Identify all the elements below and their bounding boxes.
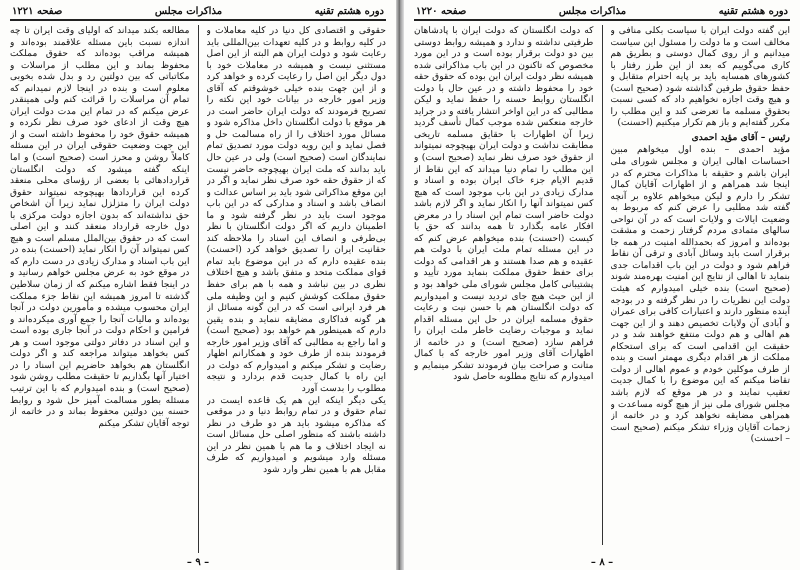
text-columns — [414, 25, 790, 545]
header-title: مذاکرات مجلس — [154, 6, 223, 17]
text-column-right — [207, 25, 387, 553]
paragraph: حقوقی و اقتصادی کل دنیا در کلیه معاملات و در کلیه روابط و در کلیه تعهدات بین‌المللی باید رعایت شود و دولت ایران هم البته از این اصل مستثنی نیست و همیشه در معاملات خود با دول دیگر این اصل را رعایت کرده و خواهد کرد و از این جهت بنده خیلی خوشوقتم که آقای وزیر امور خارجه در بیانات خود این نکته را تصریح فرمودند که دولت ایران حاضر است در هر موقع با دولت انگلستان داخل مذاکره شود و مسائل مورد اختلاف را از راه مسالمت حل و فصل نماید و این رویه دولت مورد تصدیق تمام نمایندگان است (صحیح است) ولی در عین حال باید بدانند که ملت ایران بهیچوجه حاضر نیست که از حقوق حقه خود صرف نظر نماید و اگر در این موقع مذاکراتی شود باید بر اساس عدالت و انصاف باشد و اسناد و مدارکی که در این باب موجود است باید در نظر گرفته شود و ما اطمینان داریم که اگر دولت انگلستان با نظر بی‌طرفی و انصاف این اسناد را ملاحظه کند حقانیت ایران را تصدیق خواهد کرد (احسنت) بنده عقیده دارم که در این موضوع باید تمام قوای مملکت متحد و متفق باشد و هیچ اختلاف نظری در بین نباشد و همه با هم برای حفظ حقوق مملکت کوشش کنیم و این وظیفه ملی هر فرد ایرانی است که در این گونه مسائل از هر گونه فداکاری مضایقه ننماید و بنده یقین دارم که همینطور هم خواهد بود (صحیح است) و اما راجع به مطالبی که آقای وزیر امور خارجه فرمودند بنده از طرف خود و همکارانم اظهار رضایت و تشکر میکنم و امیدوارم که دولت در این راه با کمال جدیت قدم بردارد و نتیجه مطلوب را بدست آورد — [206, 25, 386, 394]
page-header — [414, 6, 790, 21]
paragraph: یکی دیگر اینکه این هم یک قاعده ایست در تمام حقوق و در تمام روابط دنیا و در موقعی که مذاکره میشود باید هر دو طرف در نظر داشته باشند که منظور اصلی حل مسائل است نه ایجاد اختلاف و ما هم با همین نظر در این مسئله وارد میشویم و امیدواریم که طرف مقابل هم با همین نظر وارد شود — [206, 394, 386, 475]
paragraph: این گفته دولت ایران با سیاست بکلی منافی و مخالف است و ما دولت را مسئول این سیاست میدانیم و از روی کمال دوستی و بطریق هم کاری می‌گوییم که بعد از این طرز رفتار با کشورهای همسایه باید بر پایه احترام متقابل و حفظ حقوق طرفین گذاشته شود (صحیح است) و هیچ وقت اجازه نخواهیم داد که کسی نسبت بحقوق مسلمه ما تعرضی کند و این مطلب را مکرر گفته‌ایم و باز هم تکرار میکنیم (احسنت) — [610, 25, 790, 129]
book-gutter — [396, 0, 404, 570]
page-number: صفحه ۱۲۲۱ — [12, 6, 63, 17]
text-column-right — [611, 25, 791, 545]
page-number: صفحه ۱۲۲۰ — [416, 6, 467, 17]
page-header — [10, 6, 386, 21]
left-page — [0, 0, 396, 570]
column-divider — [602, 25, 603, 545]
text-column-left — [10, 25, 190, 553]
page-footer-number: – ۸ – — [590, 557, 614, 568]
text-column-left — [414, 25, 594, 545]
right-page — [404, 0, 800, 570]
header-series: دوره هشتم تقنیه — [314, 6, 384, 17]
header-series: دوره هشتم تقنیه — [718, 6, 788, 17]
page-footer-number: – ۹ – — [186, 557, 210, 568]
header-title: مذاکرات مجلس — [558, 6, 627, 17]
column-divider — [198, 25, 199, 553]
paragraph: مؤید احمدی – بنده اول میخواهم مبین احساسات اهالی ایران و مجلس شورای ملی ایران باشم و حقیقه با مذاکرات محترم که در اینجا شد همراهم و از اظهارات آقایان کمال تشکر را دارم و لیکن میخواهم علاوه بر آنچه گفته شد مطلبی را عرض کنم که مربوط به وضعیت ایالات و ولایات است که در آن نواحی سالهای متمادی مردم گرفتار زحمت و مشقت بوده‌اند و امروز که بحمدالله امنیت در همه جا برقرار است باید وسائل آبادی و ترقی آن نقاط فراهم شود و دولت در این باب اقدامات جدی بنماید تا اهالی از نتایج این امنیت بهره‌مند شوند (صحیح است) بنده خیلی امیدوارم که هیئت دولت این نظریات را در نظر گرفته و در بودجه آینده منظور دارند و اعتبارات کافی برای عمران و آبادی آن ولایات تخصیص دهند و از این جهت هم اهالی و هم دولت منتفع خواهند شد و در حقیقت این اقدامی است که برای استحکام مملکت از هر اقدام دیگری مهمتر است و بنده از طرف موکلین خودم و عموم اهالی از دولت تقاضا میکنم که این موضوع را با کمال جدیت تعقیب نمایند و در هر موقع که لازم باشد مجلس شورای ملی نیز از هیچ گونه مساعدت و همراهی مضایقه نخواهد کرد و در خاتمه از زحمات آقایان وزراء تشکر میکنم (صحیح است – احسنت) — [610, 144, 790, 445]
paragraph: مطالعه بکند میداند که اولیای وقت ایران تا چه اندازه نسبت باین مسئله علاقمند بوده‌اند و همیشه مراقب بوده‌اند که حقوق مملکت محفوظ بماند و این مطلب از مراسلات و مکاتباتی که بین دولتین رد و بدل شده بخوبی معلوم است و بنده در اینجا لازم نمیدانم که تمام آن مراسلات را قرائت کنم ولی همینقدر عرض میکنم که در تمام این مدت دولت ایران هیچ وقت از ادعای خود صرف نظر نکرده و همیشه حقوق خود را محفوظ داشته است و از این جهت وضعیت حقوقی ایران در این مسئله کاملاً روشن و محرز است (صحیح است) و اما اینکه گفته میشود که دولت انگلستان قراردادهائی با بعضی از رؤسای محلی منعقد کرده این قراردادها بهیچوجه نمیتواند حقوق دولت ایران را متزلزل نماید زیرا آن اشخاص حق نداشته‌اند که بدون اجازه دولت مرکزی با دول خارجه قرارداد منعقد کنند و این اصلی است که در حقوق بین‌الملل مسلم است و هیچ کس نمیتواند آن را انکار نماید (احسنت) بنده در این باب اسناد و مدارک زیادی در دست دارم که در موقع خود به عرض مجلس خواهم رسانید و در اینجا فقط اشاره میکنم که از زمان سلاطین گذشته تا امروز همیشه این نقاط جزء مملکت ایران محسوب میشده و مأمورین دولت در آنجا بوده‌اند و مالیات آنجا را جمع آوری میکرده‌اند و فرامین و احکام دولت در آنجا جاری بوده است و این اسناد در دفاتر دولتی موجود است و هر کس بخواهد میتواند مراجعه کند و اگر دولت انگلستان هم بخواهد حاضریم این اسناد را در اختیار آنها بگذاریم تا حقیقت مطلب روشن شود (صحیح است) و بنده امیدوارم که با این ترتیب مسئله بطور مسالمت آمیز حل شود و روابط حسنه بین دولتین محفوظ بماند و در خاتمه از توجه آقایان تشکر میکنم — [10, 25, 190, 429]
text-columns — [10, 25, 386, 553]
speaker-heading: رئیس – آقای مؤید احمدی — [691, 131, 790, 143]
paragraph: که دولت انگلستان که دولت ایران با پادشاهان طرفیتی نداشته و ندارد و همیشه روابط دوستی بین دو دولت برقرار بوده است و در این مورد مخصوص که تاکنون در این باب مذاکراتی شده همیشه نظر دولت ایران این بوده که حقوق حقه خود را محفوظ داشته و در عین حال با دولت انگلستان روابط حسنه را حفظ نماید و لیکن مطالبی که در این اواخر انتشار یافته و در جراید خارجه منعکس شده موجب کمال تأسف گردید زیرا آن اظهارات با حقایق مسلمه تاریخی مطابقت نداشت و دولت ایران بهیچوجه نمیتواند از حقوق خود صرف نظر نماید (صحیح است) و این مطلب را تمام دنیا میداند که این نقاط از قدیم الایام جزء خاک ایران بوده و اسناد و مدارک زیادی در این باب موجود است که هیچ کس نمیتواند آنها را انکار نماید و اگر لازم باشد دولت حاضر است تمام این اسناد را در معرض افکار عامه بگذارد تا همه بدانند که حق با کیست (احسنت) بنده میخواهم عرض کنم که در این مسئله تمام ملت ایران با دولت هم عقیده و هم صدا هستند و هر اقدامی که دولت برای حفظ حقوق مملکت بنماید مورد تأیید و پشتیبانی کامل مجلس شورای ملی خواهد بود و از این حیث هیچ جای تردید نیست و امیدواریم که دولت انگلستان هم با حسن نیت و رعایت حقوق مسلمه ایران در حل این مسئله اقدام نماید و موجبات رضایت خاطر ملت ایران را فراهم سازد (صحیح است) و در خاتمه از اظهارات آقای وزیر امور خارجه که با کمال متانت و صراحت بیان فرمودند تشکر مینمایم و امیدوارم که نتایج مطلوبه حاصل شود — [414, 25, 594, 383]
